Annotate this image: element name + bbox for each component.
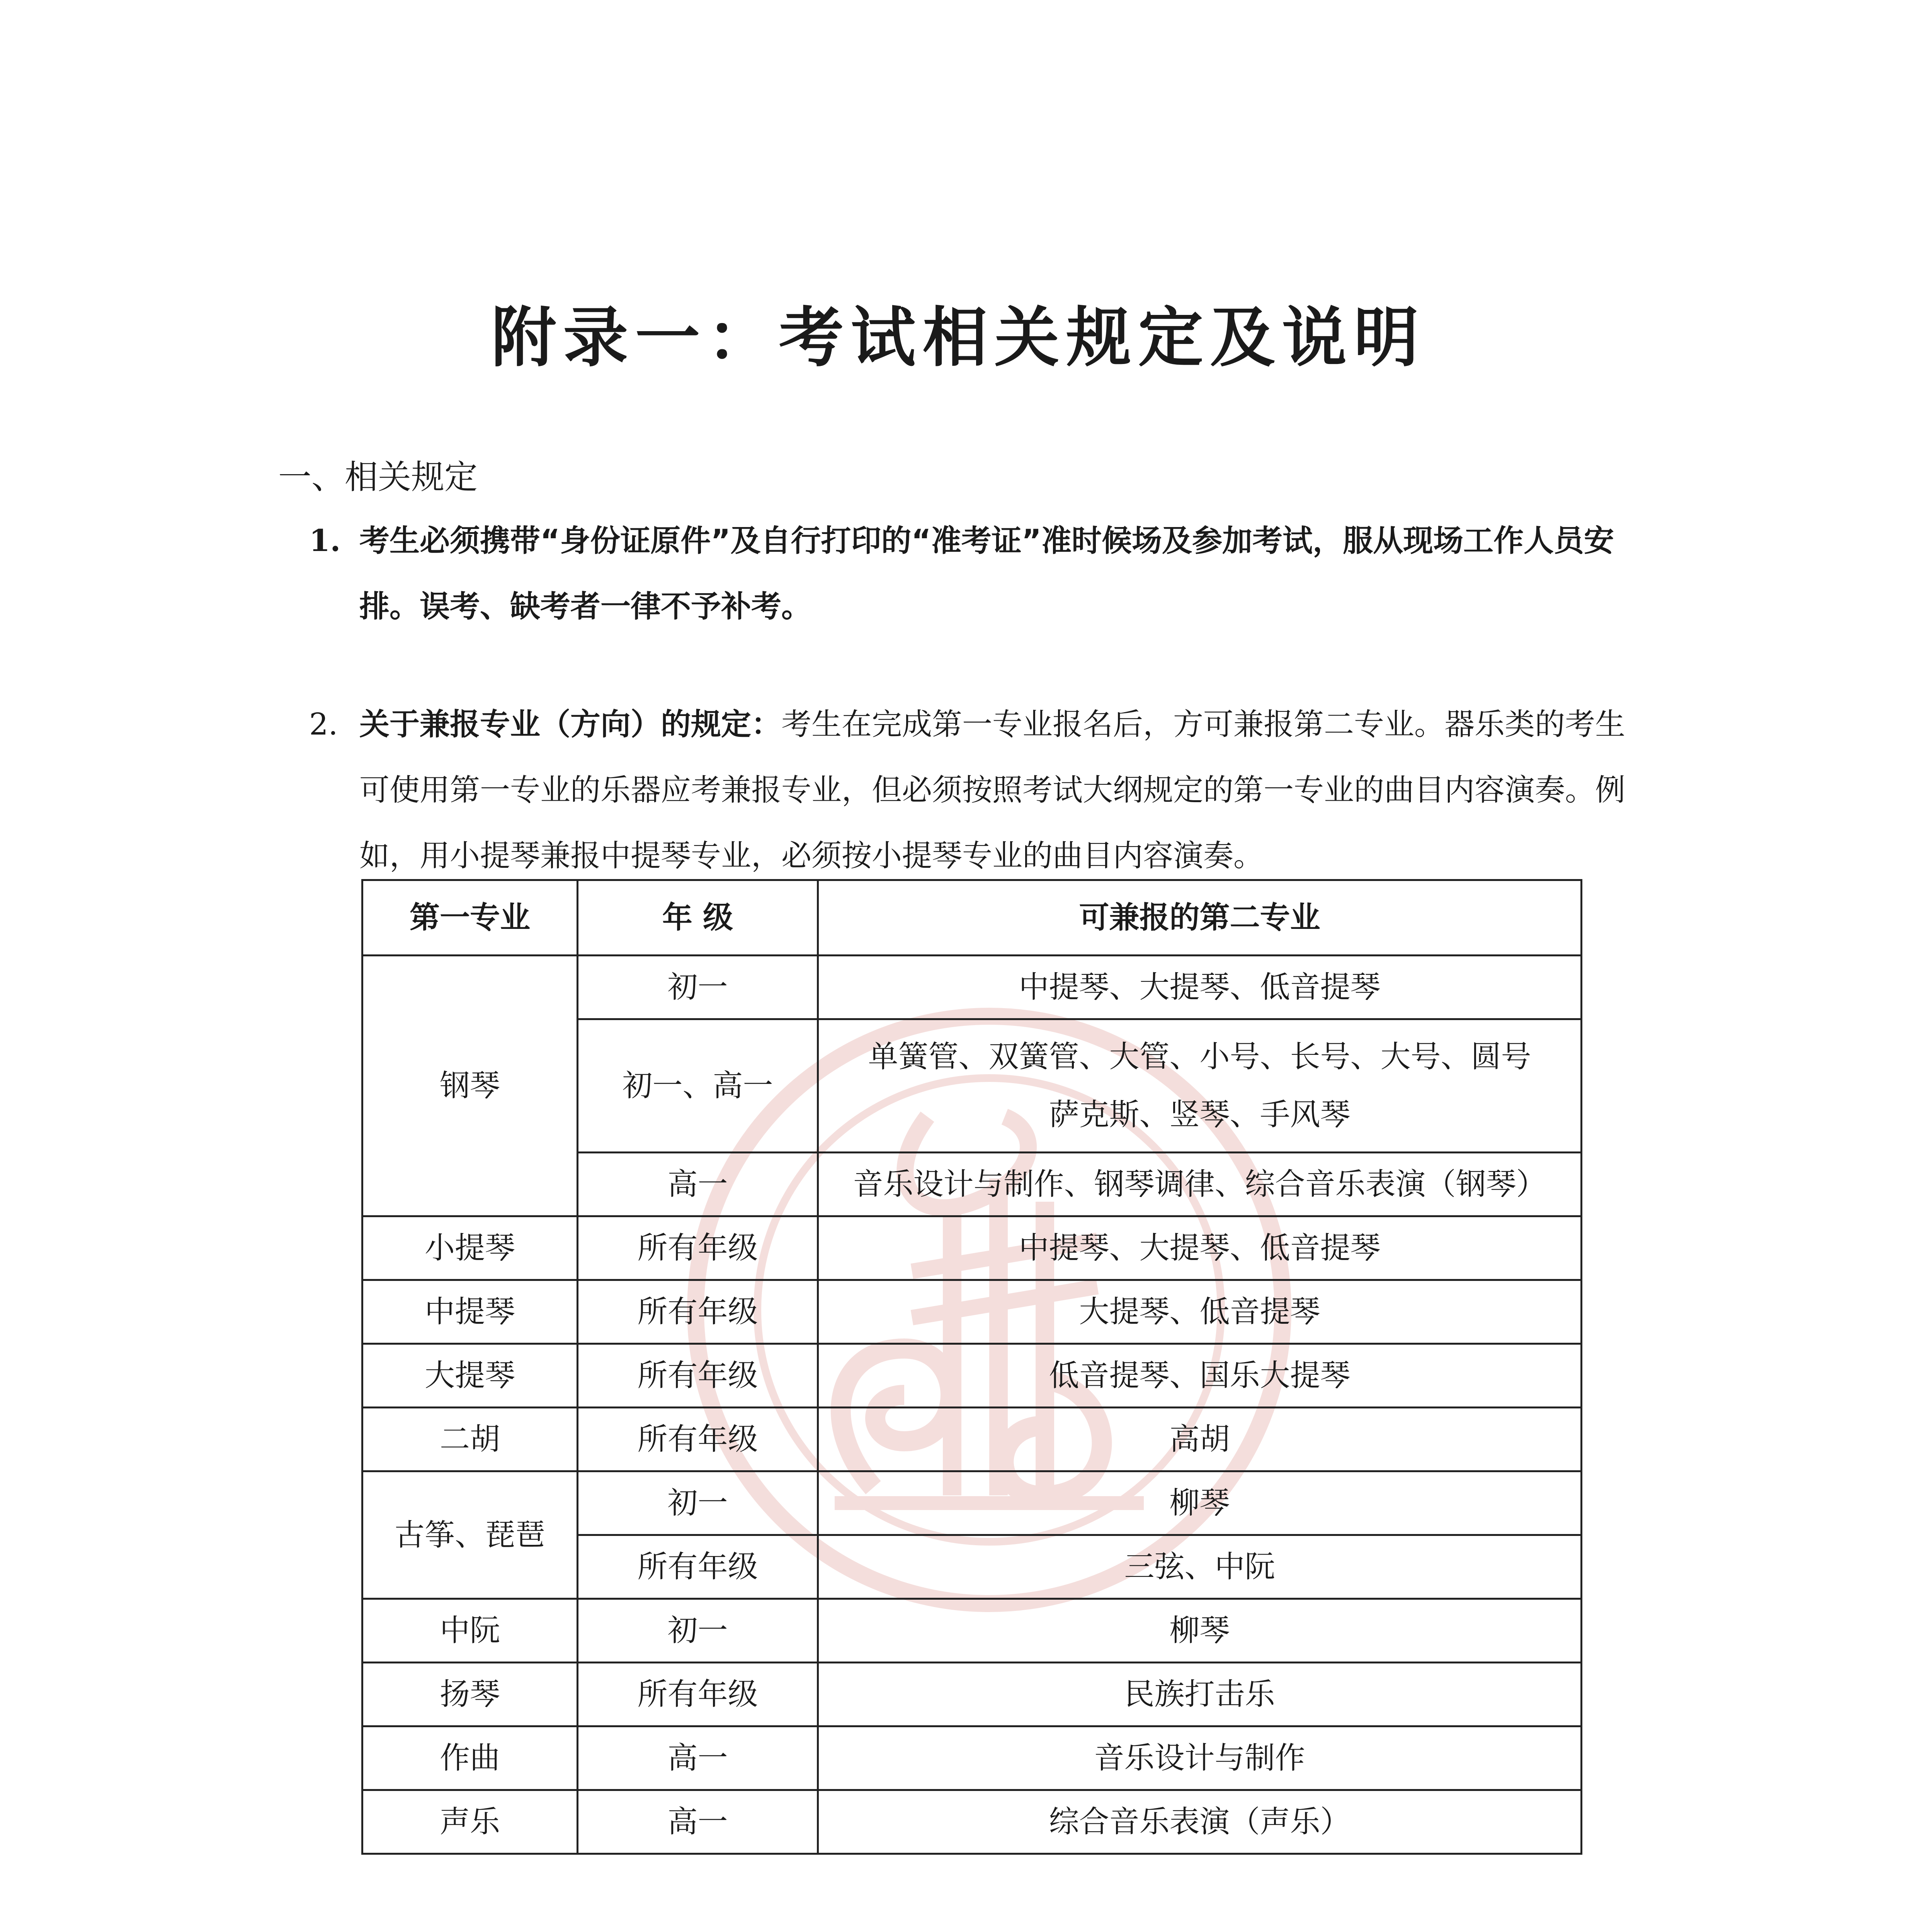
- table-cell-grade: 所有年级: [578, 1663, 818, 1726]
- table-cell-grade: 高一: [578, 1790, 818, 1854]
- rule-item-3: [309, 1926, 1654, 1932]
- item-heading: [359, 1926, 1654, 1932]
- table-cell-major: 中阮: [362, 1599, 578, 1663]
- table-row: [362, 1790, 1582, 1854]
- table-cell-major: 声乐: [362, 1790, 578, 1854]
- rule-item-2: [309, 692, 1654, 889]
- table-row: [362, 1663, 1582, 1726]
- item-body: [359, 692, 1654, 889]
- table-row: [362, 1216, 1582, 1280]
- item-text: 考生必须携带“身份证原件”及自行打印的“准考证”准时候场及参加考试，服从现场工作人员安排。误考、缺考者一律不予补考。: [359, 524, 1614, 624]
- table-row: [362, 1344, 1582, 1408]
- cell-line: 萨克斯、竖琴、手风琴: [1049, 1097, 1351, 1132]
- cell-line: 单簧管、双簧管、大管、小号、长号、大号、圆号: [868, 1039, 1531, 1074]
- table-cell-second: 民族打击乐: [818, 1663, 1582, 1726]
- table-row: [362, 1280, 1582, 1344]
- table-header: 可兼报的第二专业: [818, 880, 1582, 956]
- table-row: [362, 1471, 1582, 1535]
- table-cell-major: 古筝、琵琶: [362, 1471, 578, 1599]
- table-cell-second: 音乐设计与制作、钢琴调律、综合音乐表演（钢琴）: [818, 1153, 1582, 1216]
- table-row: [362, 1726, 1582, 1790]
- second-major-table: [361, 879, 1582, 1855]
- table-cell-major: 钢琴: [362, 956, 578, 1216]
- table-row: [362, 956, 1582, 1019]
- table-cell-grade: 初一: [578, 1471, 818, 1535]
- table-cell-major: 小提琴: [362, 1216, 578, 1280]
- table-cell-grade: 所有年级: [578, 1408, 818, 1471]
- table-cell-major: 大提琴: [362, 1344, 578, 1408]
- table-header: 年 级: [578, 880, 818, 956]
- rule-item-1: [309, 508, 1654, 639]
- section-heading: 一、相关规定: [278, 458, 478, 497]
- table-cell-second: 三弦、中阮: [818, 1535, 1582, 1599]
- table-cell-second: 高胡: [818, 1408, 1582, 1471]
- table-cell-grade: 初一、高一: [578, 1019, 818, 1153]
- table-cell-grade: 所有年级: [578, 1344, 818, 1408]
- table-cell-second: 低音提琴、国乐大提琴: [818, 1344, 1582, 1408]
- table-header: 第一专业: [362, 880, 578, 956]
- table-row: [362, 1408, 1582, 1471]
- table-cell-grade: 初一: [578, 956, 818, 1019]
- page-title: 附录一：考试相关规定及说明: [491, 300, 1426, 376]
- table-cell-second: 中提琴、大提琴、低音提琴: [818, 1216, 1582, 1280]
- table-cell-second: 柳琴: [818, 1599, 1582, 1663]
- table-header-row: [362, 880, 1582, 956]
- table-cell-grade: 所有年级: [578, 1280, 818, 1344]
- table-cell-second: 音乐设计与制作: [818, 1726, 1582, 1790]
- table-cell-grade: 所有年级: [578, 1216, 818, 1280]
- table-cell-second: [818, 1019, 1582, 1153]
- item-heading: 关于兼报专业（方向）的规定：: [359, 707, 782, 742]
- table-cell-second: 综合音乐表演（声乐）: [818, 1790, 1582, 1854]
- table-cell-major: 中提琴: [362, 1280, 578, 1344]
- item-text: 考生在完成第一专业报名后，方可兼报第二专业。器乐类的考生可使用第一专业的乐器应考兼报专业，但必须按照考试大纲规定的第一专业的曲目内容演奏。例如，用小提琴兼报中提琴专业，必须按小提琴专业的曲目内容演奏。: [359, 707, 1626, 873]
- table-cell-grade: 高一: [578, 1726, 818, 1790]
- table-cell-major: 扬琴: [362, 1663, 578, 1726]
- table-row: [362, 1599, 1582, 1663]
- item-number: 2.: [309, 707, 338, 742]
- table-cell-grade: 初一: [578, 1599, 818, 1663]
- table-cell-second: 大提琴、低音提琴: [818, 1280, 1582, 1344]
- table-cell-major: 作曲: [362, 1726, 578, 1790]
- table-cell-second: 中提琴、大提琴、低音提琴: [818, 956, 1582, 1019]
- item-number: [309, 1926, 338, 1932]
- table-cell-major: 二胡: [362, 1408, 578, 1471]
- table-cell-grade: 高一: [578, 1153, 818, 1216]
- table-cell-grade: 所有年级: [578, 1535, 818, 1599]
- table-cell-second: 柳琴: [818, 1471, 1582, 1535]
- item-number: 1.: [309, 523, 341, 558]
